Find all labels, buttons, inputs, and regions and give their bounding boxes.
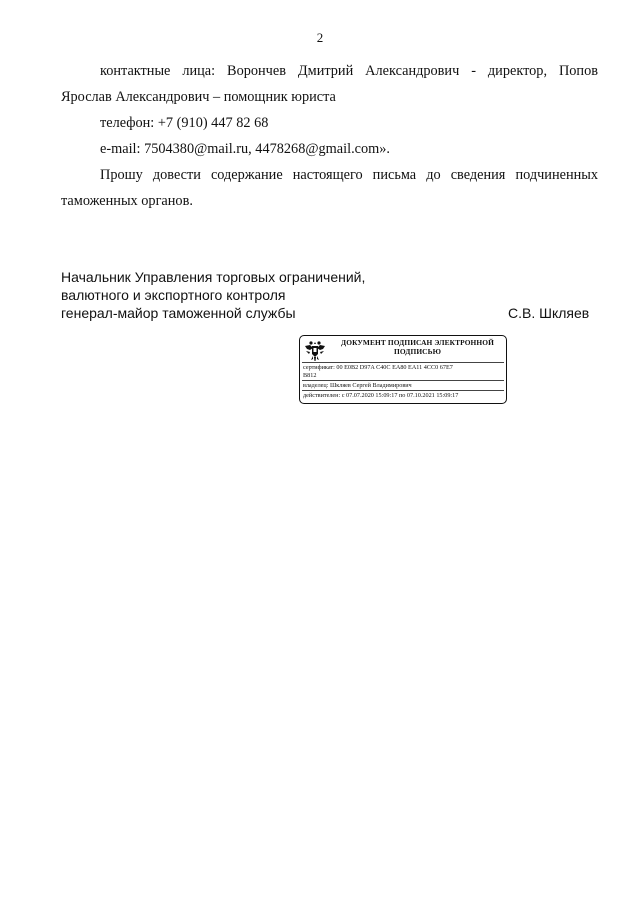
request-line-1: Прошу довести содержание настоящего письма до сведения подчиненных xyxy=(100,167,598,183)
stamp-divider xyxy=(302,380,504,381)
stamp-owner: владелец: Шкляев Сергей Владимирович xyxy=(303,382,412,389)
stamp-validity: действителен: с 07.07.2020 15:09:17 по 07.10.2021 15:09:17 xyxy=(303,392,459,399)
request-line-2: таможенных органов. xyxy=(61,193,193,209)
contacts-line-2: Ярослав Александрович – помощник юриста xyxy=(61,89,336,105)
stamp-certificate-line-2: B812 xyxy=(303,372,317,379)
signer-position-line-1: Начальник Управления торговых ограничений, xyxy=(61,269,366,285)
page-number: 2 xyxy=(316,30,324,45)
contacts-line-1: контактные лица: Ворончев Дмитрий Александрович - директор, Попов xyxy=(100,63,598,79)
signer-position-line-2: валютного и экспортного контроля xyxy=(61,287,286,303)
stamp-certificate-line-1: сертификат: 00 E0B2 D97A C40C EA80 EA11 4CC0 67E7 xyxy=(303,364,453,371)
double-headed-eagle-icon xyxy=(303,339,327,363)
signer-position-line-3: генерал-майор таможенной службы xyxy=(61,305,296,321)
stamp-divider xyxy=(302,362,504,363)
signer-name: С.В. Шкляев xyxy=(508,305,590,321)
stamp-divider xyxy=(302,390,504,391)
email-line: e-mail: 7504380@mail.ru, 4478268@gmail.com». xyxy=(100,141,390,157)
stamp-title: ДОКУМЕНТ ПОДПИСАН ЭЛЕКТРОННОЙ ПОДПИСЬЮ xyxy=(341,338,494,356)
electronic-signature-stamp xyxy=(299,335,507,404)
phone-line: телефон: +7 (910) 447 82 68 xyxy=(100,115,269,131)
